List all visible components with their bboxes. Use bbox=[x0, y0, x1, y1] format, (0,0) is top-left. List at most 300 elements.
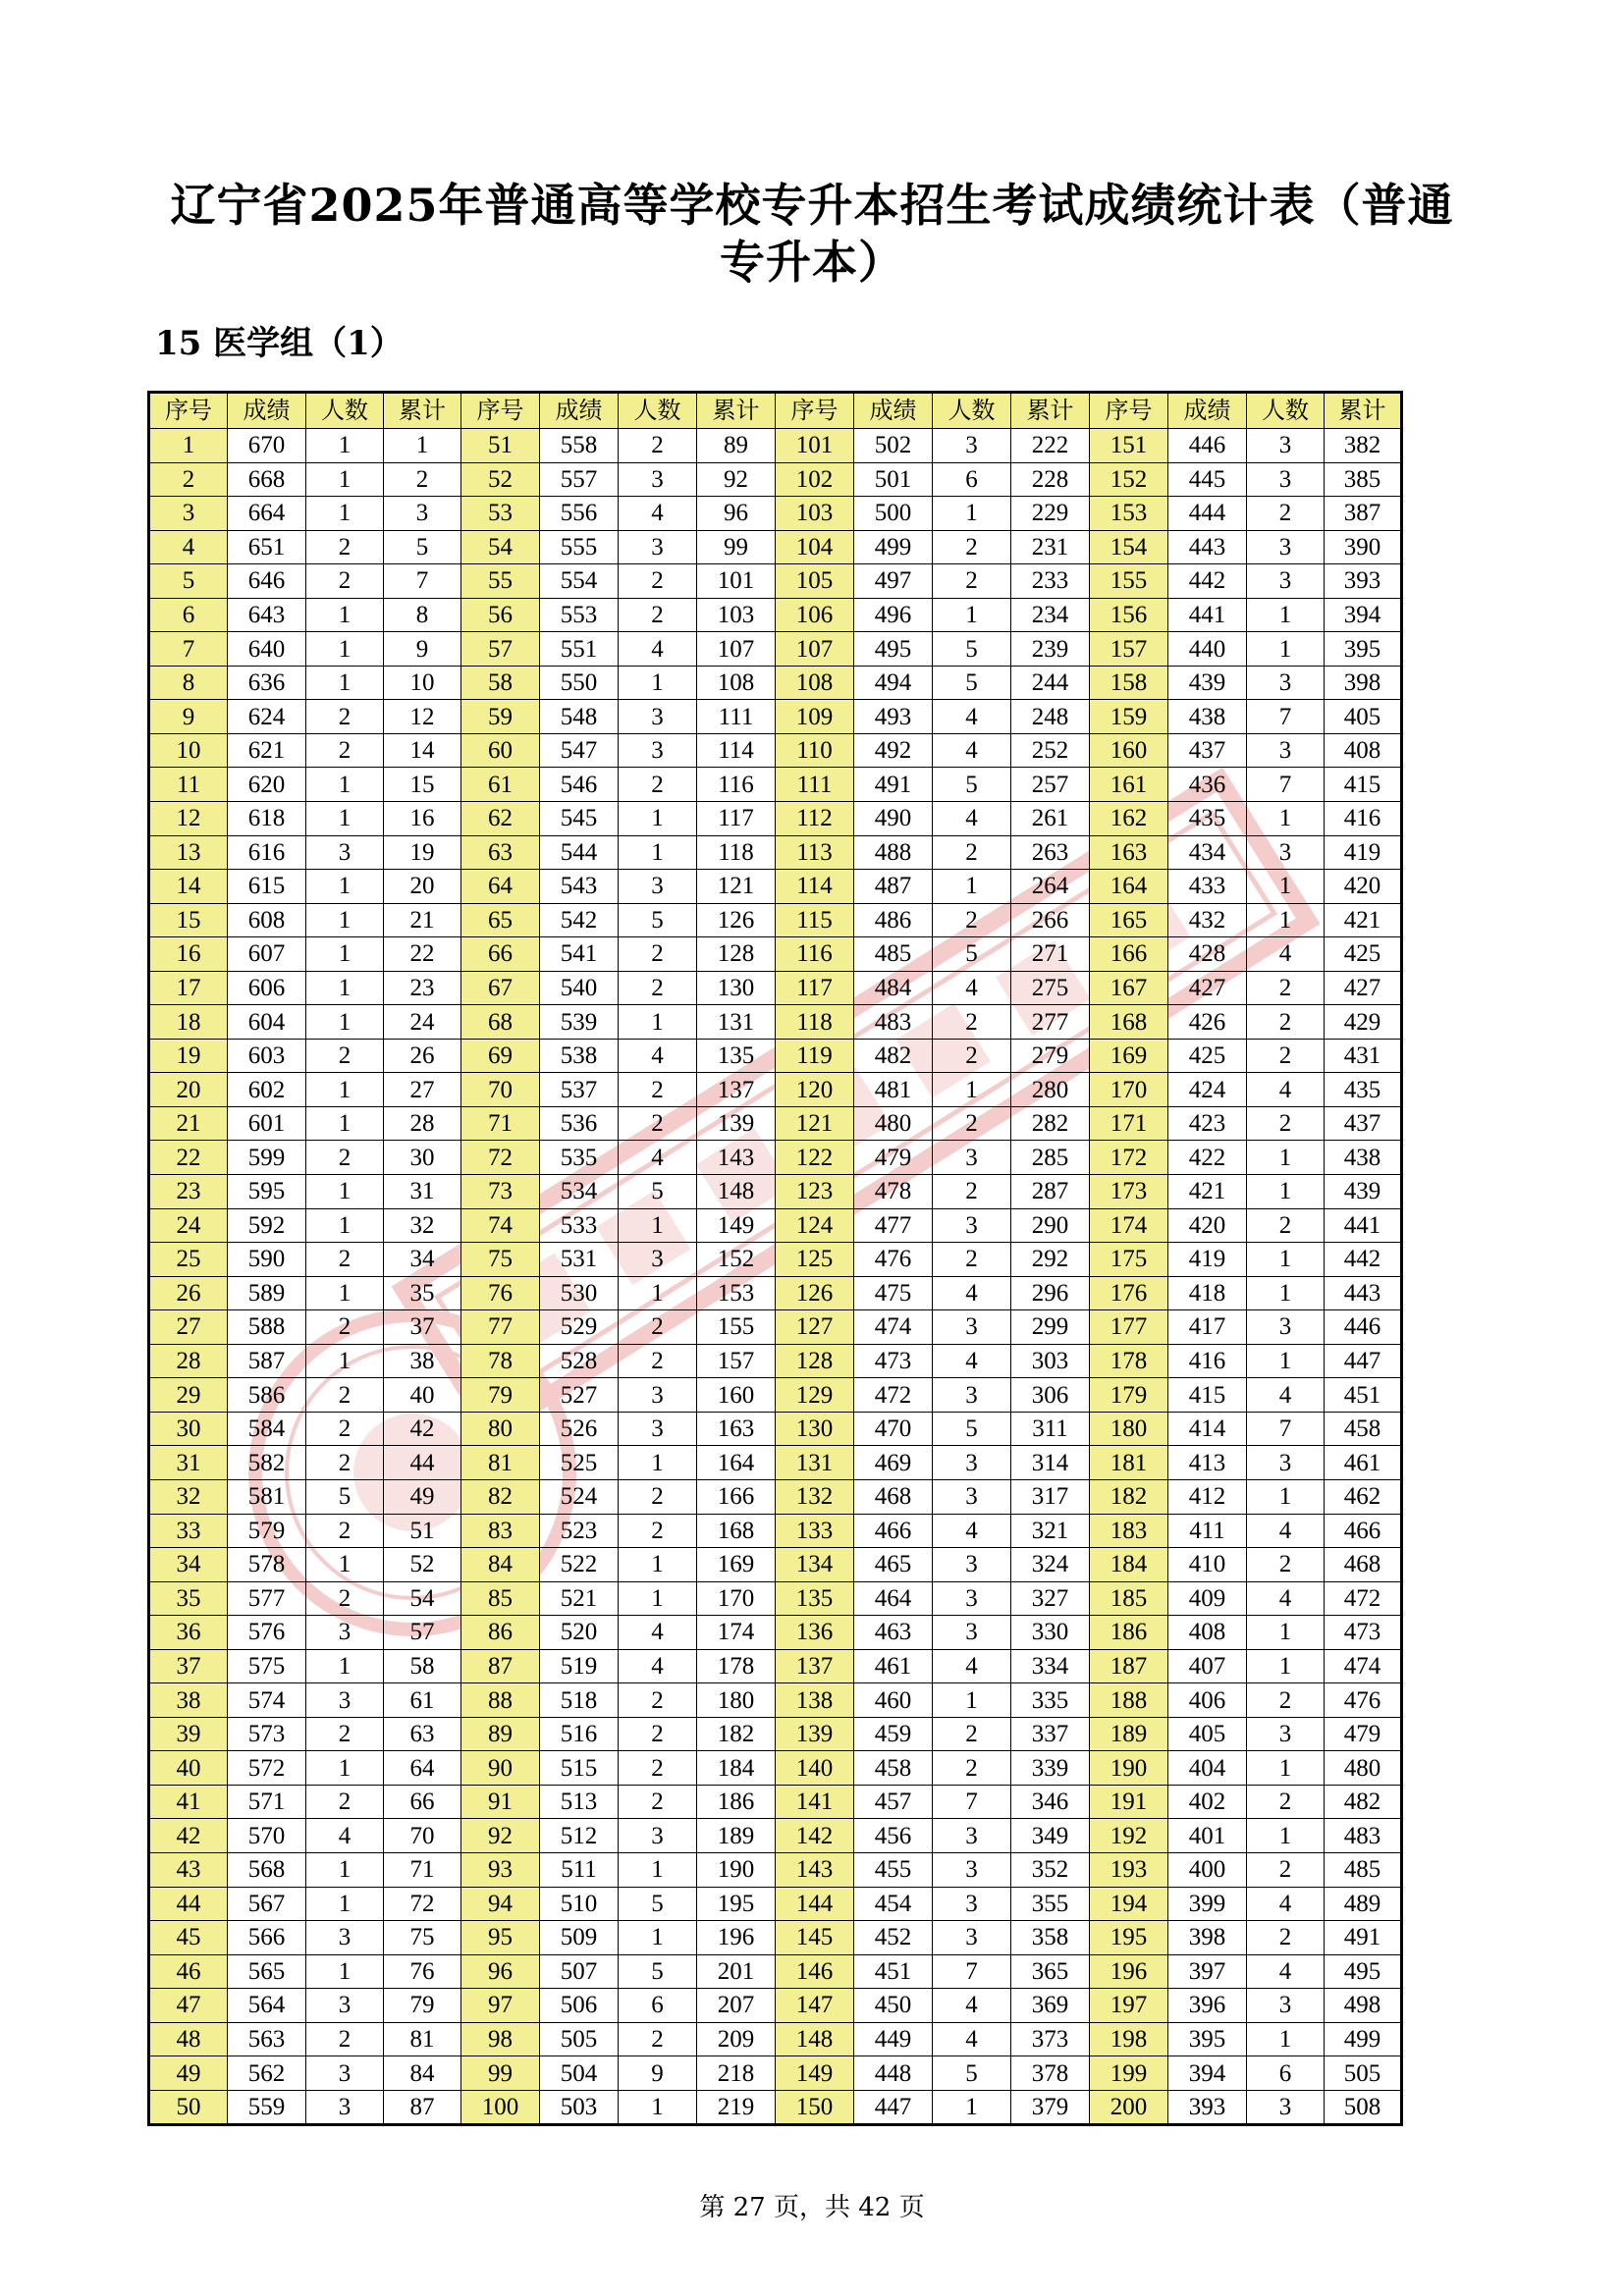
count-cell: 1 bbox=[306, 598, 384, 632]
column-header: 人数 bbox=[619, 393, 697, 429]
cumulative-cell: 462 bbox=[1325, 1479, 1402, 1514]
count-cell: 2 bbox=[306, 1581, 384, 1616]
score-cell: 537 bbox=[540, 1073, 619, 1107]
score-cell: 551 bbox=[540, 632, 619, 667]
score-cell: 401 bbox=[1168, 1819, 1247, 1853]
score-cell: 607 bbox=[228, 937, 306, 972]
score-cell: 570 bbox=[228, 1819, 306, 1853]
seq-cell: 19 bbox=[149, 1039, 228, 1073]
table-row bbox=[149, 1106, 1402, 1141]
seq-cell: 115 bbox=[776, 903, 854, 937]
count-cell: 2 bbox=[306, 1717, 384, 1751]
seq-cell: 5 bbox=[149, 564, 228, 599]
count-cell: 1 bbox=[306, 1073, 384, 1107]
score-cell: 458 bbox=[854, 1751, 933, 1786]
cumulative-cell: 61 bbox=[384, 1683, 461, 1718]
score-cell: 582 bbox=[228, 1446, 306, 1480]
table-row bbox=[149, 1073, 1402, 1107]
count-cell: 3 bbox=[619, 733, 697, 768]
cumulative-cell: 182 bbox=[697, 1717, 776, 1751]
seq-cell: 74 bbox=[461, 1208, 540, 1243]
cumulative-cell: 51 bbox=[384, 1514, 461, 1548]
seq-cell: 127 bbox=[776, 1310, 854, 1345]
table-row bbox=[149, 1548, 1402, 1582]
column-header: 成绩 bbox=[540, 393, 619, 429]
seq-cell: 122 bbox=[776, 1141, 854, 1175]
cumulative-cell: 174 bbox=[697, 1616, 776, 1650]
count-cell: 4 bbox=[1247, 1514, 1325, 1548]
score-cell: 447 bbox=[854, 2090, 933, 2125]
seq-cell: 92 bbox=[461, 1819, 540, 1853]
seq-cell: 2 bbox=[149, 462, 228, 497]
seq-cell: 148 bbox=[776, 2022, 854, 2056]
seq-cell: 18 bbox=[149, 1005, 228, 1040]
cumulative-cell: 57 bbox=[384, 1616, 461, 1650]
count-cell: 1 bbox=[619, 835, 697, 870]
score-cell: 449 bbox=[854, 2022, 933, 2056]
count-cell: 4 bbox=[619, 1649, 697, 1683]
cumulative-cell: 107 bbox=[697, 632, 776, 667]
score-cell: 473 bbox=[854, 1344, 933, 1378]
count-cell: 1 bbox=[306, 802, 384, 836]
seq-cell: 88 bbox=[461, 1683, 540, 1718]
cumulative-cell: 10 bbox=[384, 666, 461, 700]
score-cell: 412 bbox=[1168, 1479, 1247, 1514]
score-cell: 404 bbox=[1168, 1751, 1247, 1786]
count-cell: 1 bbox=[306, 632, 384, 667]
seq-cell: 134 bbox=[776, 1548, 854, 1582]
cumulative-cell: 108 bbox=[697, 666, 776, 700]
cumulative-cell: 261 bbox=[1011, 802, 1090, 836]
column-header: 累计 bbox=[697, 393, 776, 429]
count-cell: 1 bbox=[1247, 1276, 1325, 1310]
score-cell: 464 bbox=[854, 1581, 933, 1616]
cumulative-cell: 89 bbox=[697, 429, 776, 463]
score-cell: 485 bbox=[854, 937, 933, 972]
score-cell: 541 bbox=[540, 937, 619, 972]
score-cell: 651 bbox=[228, 530, 306, 564]
cumulative-cell: 311 bbox=[1011, 1412, 1090, 1446]
table-body bbox=[149, 429, 1402, 2125]
score-cell: 618 bbox=[228, 802, 306, 836]
score-cell: 472 bbox=[854, 1378, 933, 1413]
score-cell: 511 bbox=[540, 1852, 619, 1887]
seq-cell: 164 bbox=[1090, 870, 1168, 904]
cumulative-cell: 495 bbox=[1325, 1954, 1402, 1989]
count-cell: 2 bbox=[306, 1785, 384, 1819]
score-cell: 543 bbox=[540, 870, 619, 904]
seq-cell: 77 bbox=[461, 1310, 540, 1345]
seq-cell: 103 bbox=[776, 497, 854, 531]
count-cell: 3 bbox=[619, 870, 697, 904]
score-cell: 494 bbox=[854, 666, 933, 700]
score-cell: 542 bbox=[540, 903, 619, 937]
seq-cell: 175 bbox=[1090, 1243, 1168, 1277]
count-cell: 3 bbox=[933, 1616, 1011, 1650]
count-cell: 2 bbox=[306, 1310, 384, 1345]
score-cell: 592 bbox=[228, 1208, 306, 1243]
seq-cell: 71 bbox=[461, 1106, 540, 1141]
score-cell: 394 bbox=[1168, 2056, 1247, 2091]
count-cell: 2 bbox=[1247, 1785, 1325, 1819]
count-cell: 2 bbox=[933, 1005, 1011, 1040]
cumulative-cell: 339 bbox=[1011, 1751, 1090, 1786]
cumulative-cell: 280 bbox=[1011, 1073, 1090, 1107]
score-cell: 476 bbox=[854, 1243, 933, 1277]
cumulative-cell: 420 bbox=[1325, 870, 1402, 904]
cumulative-cell: 35 bbox=[384, 1276, 461, 1310]
score-cell: 535 bbox=[540, 1141, 619, 1175]
cumulative-cell: 126 bbox=[697, 903, 776, 937]
seq-cell: 160 bbox=[1090, 733, 1168, 768]
count-cell: 4 bbox=[1247, 937, 1325, 972]
count-cell: 3 bbox=[619, 462, 697, 497]
count-cell: 1 bbox=[306, 1852, 384, 1887]
cumulative-cell: 299 bbox=[1011, 1310, 1090, 1345]
cumulative-cell: 166 bbox=[697, 1479, 776, 1514]
seq-cell: 186 bbox=[1090, 1616, 1168, 1650]
cumulative-cell: 446 bbox=[1325, 1310, 1402, 1345]
cumulative-cell: 72 bbox=[384, 1887, 461, 1921]
count-cell: 2 bbox=[1247, 971, 1325, 1005]
seq-cell: 178 bbox=[1090, 1344, 1168, 1378]
table-row bbox=[149, 1921, 1402, 1955]
score-cell: 439 bbox=[1168, 666, 1247, 700]
cumulative-cell: 137 bbox=[697, 1073, 776, 1107]
column-header: 人数 bbox=[306, 393, 384, 429]
score-cell: 398 bbox=[1168, 1921, 1247, 1955]
cumulative-cell: 163 bbox=[697, 1412, 776, 1446]
count-cell: 1 bbox=[306, 1005, 384, 1040]
count-cell: 5 bbox=[933, 937, 1011, 972]
score-statistics-table bbox=[147, 391, 1403, 2126]
cumulative-cell: 207 bbox=[697, 1989, 776, 2023]
cumulative-cell: 476 bbox=[1325, 1683, 1402, 1718]
score-cell: 515 bbox=[540, 1751, 619, 1786]
cumulative-cell: 139 bbox=[697, 1106, 776, 1141]
cumulative-cell: 394 bbox=[1325, 598, 1402, 632]
cumulative-cell: 378 bbox=[1011, 2056, 1090, 2091]
cumulative-cell: 292 bbox=[1011, 1243, 1090, 1277]
score-cell: 450 bbox=[854, 1989, 933, 2023]
cumulative-cell: 314 bbox=[1011, 1446, 1090, 1480]
cumulative-cell: 170 bbox=[697, 1581, 776, 1616]
score-cell: 521 bbox=[540, 1581, 619, 1616]
count-cell: 3 bbox=[933, 1819, 1011, 1853]
count-cell: 5 bbox=[933, 1412, 1011, 1446]
count-cell: 1 bbox=[1247, 632, 1325, 667]
seq-cell: 76 bbox=[461, 1276, 540, 1310]
score-cell: 529 bbox=[540, 1310, 619, 1345]
cumulative-cell: 437 bbox=[1325, 1106, 1402, 1141]
count-cell: 3 bbox=[619, 1412, 697, 1446]
seq-cell: 62 bbox=[461, 802, 540, 836]
score-cell: 595 bbox=[228, 1175, 306, 1209]
seq-cell: 72 bbox=[461, 1141, 540, 1175]
cumulative-cell: 1 bbox=[384, 429, 461, 463]
count-cell: 3 bbox=[1247, 733, 1325, 768]
score-cell: 590 bbox=[228, 1243, 306, 1277]
cumulative-cell: 54 bbox=[384, 1581, 461, 1616]
score-cell: 410 bbox=[1168, 1548, 1247, 1582]
seq-cell: 166 bbox=[1090, 937, 1168, 972]
cumulative-cell: 290 bbox=[1011, 1208, 1090, 1243]
count-cell: 2 bbox=[619, 1073, 697, 1107]
table-row bbox=[149, 2022, 1402, 2056]
count-cell: 4 bbox=[1247, 1073, 1325, 1107]
count-cell: 2 bbox=[933, 530, 1011, 564]
score-cell: 437 bbox=[1168, 733, 1247, 768]
count-cell: 1 bbox=[306, 870, 384, 904]
count-cell: 5 bbox=[933, 768, 1011, 802]
score-cell: 503 bbox=[540, 2090, 619, 2125]
score-cell: 573 bbox=[228, 1717, 306, 1751]
seq-cell: 12 bbox=[149, 802, 228, 836]
score-cell: 546 bbox=[540, 768, 619, 802]
count-cell: 4 bbox=[933, 1276, 1011, 1310]
count-cell: 3 bbox=[1247, 835, 1325, 870]
seq-cell: 32 bbox=[149, 1479, 228, 1514]
count-cell: 2 bbox=[619, 1514, 697, 1548]
cumulative-cell: 408 bbox=[1325, 733, 1402, 768]
cumulative-cell: 427 bbox=[1325, 971, 1402, 1005]
cumulative-cell: 5 bbox=[384, 530, 461, 564]
seq-cell: 14 bbox=[149, 870, 228, 904]
seq-cell: 197 bbox=[1090, 1989, 1168, 2023]
score-cell: 483 bbox=[854, 1005, 933, 1040]
score-cell: 469 bbox=[854, 1446, 933, 1480]
score-cell: 555 bbox=[540, 530, 619, 564]
score-cell: 574 bbox=[228, 1683, 306, 1718]
cumulative-cell: 143 bbox=[697, 1141, 776, 1175]
cumulative-cell: 435 bbox=[1325, 1073, 1402, 1107]
count-cell: 2 bbox=[619, 1344, 697, 1378]
table-row bbox=[149, 2090, 1402, 2125]
table-row bbox=[149, 632, 1402, 667]
cumulative-cell: 12 bbox=[384, 700, 461, 734]
count-cell: 1 bbox=[306, 971, 384, 1005]
score-cell: 586 bbox=[228, 1378, 306, 1413]
count-cell: 2 bbox=[619, 1751, 697, 1786]
seq-cell: 69 bbox=[461, 1039, 540, 1073]
cumulative-cell: 66 bbox=[384, 1785, 461, 1819]
seq-cell: 84 bbox=[461, 1548, 540, 1582]
cumulative-cell: 32 bbox=[384, 1208, 461, 1243]
score-cell: 434 bbox=[1168, 835, 1247, 870]
table-row bbox=[149, 1514, 1402, 1548]
cumulative-cell: 2 bbox=[384, 462, 461, 497]
score-cell: 575 bbox=[228, 1649, 306, 1683]
count-cell: 3 bbox=[933, 1378, 1011, 1413]
count-cell: 7 bbox=[933, 1954, 1011, 1989]
score-cell: 433 bbox=[1168, 870, 1247, 904]
score-cell: 540 bbox=[540, 971, 619, 1005]
score-cell: 572 bbox=[228, 1751, 306, 1786]
section-subtitle: 15 医学组（1） bbox=[155, 324, 404, 363]
score-cell: 603 bbox=[228, 1039, 306, 1073]
count-cell: 1 bbox=[1247, 903, 1325, 937]
cumulative-cell: 148 bbox=[697, 1175, 776, 1209]
count-cell: 3 bbox=[306, 2090, 384, 2125]
seq-cell: 199 bbox=[1090, 2056, 1168, 2091]
score-cell: 423 bbox=[1168, 1106, 1247, 1141]
count-cell: 5 bbox=[933, 632, 1011, 667]
count-cell: 2 bbox=[619, 937, 697, 972]
count-cell: 1 bbox=[1247, 1751, 1325, 1786]
cumulative-cell: 103 bbox=[697, 598, 776, 632]
cumulative-cell: 282 bbox=[1011, 1106, 1090, 1141]
seq-cell: 94 bbox=[461, 1887, 540, 1921]
count-cell: 1 bbox=[933, 1073, 1011, 1107]
count-cell: 3 bbox=[306, 1616, 384, 1650]
score-cell: 599 bbox=[228, 1141, 306, 1175]
score-cell: 459 bbox=[854, 1717, 933, 1751]
cumulative-cell: 405 bbox=[1325, 700, 1402, 734]
seq-cell: 45 bbox=[149, 1921, 228, 1955]
count-cell: 2 bbox=[619, 1310, 697, 1345]
table-row bbox=[149, 1683, 1402, 1718]
column-header: 成绩 bbox=[854, 393, 933, 429]
table-row bbox=[149, 1141, 1402, 1175]
seq-cell: 162 bbox=[1090, 802, 1168, 836]
count-cell: 3 bbox=[619, 1378, 697, 1413]
score-cell: 413 bbox=[1168, 1446, 1247, 1480]
table-row bbox=[149, 1175, 1402, 1209]
score-cell: 420 bbox=[1168, 1208, 1247, 1243]
count-cell: 5 bbox=[619, 1175, 697, 1209]
column-header: 人数 bbox=[933, 393, 1011, 429]
seq-cell: 192 bbox=[1090, 1819, 1168, 1853]
cumulative-cell: 38 bbox=[384, 1344, 461, 1378]
score-cell: 668 bbox=[228, 462, 306, 497]
count-cell: 1 bbox=[306, 1276, 384, 1310]
count-cell: 1 bbox=[619, 666, 697, 700]
count-cell: 9 bbox=[619, 2056, 697, 2091]
score-cell: 475 bbox=[854, 1276, 933, 1310]
cumulative-cell: 149 bbox=[697, 1208, 776, 1243]
count-cell: 1 bbox=[1247, 1479, 1325, 1514]
score-cell: 533 bbox=[540, 1208, 619, 1243]
count-cell: 5 bbox=[933, 2056, 1011, 2091]
cumulative-cell: 275 bbox=[1011, 971, 1090, 1005]
score-cell: 550 bbox=[540, 666, 619, 700]
cumulative-cell: 416 bbox=[1325, 802, 1402, 836]
score-cell: 538 bbox=[540, 1039, 619, 1073]
cumulative-cell: 219 bbox=[697, 2090, 776, 2125]
cumulative-cell: 425 bbox=[1325, 937, 1402, 972]
score-cell: 454 bbox=[854, 1887, 933, 1921]
cumulative-cell: 180 bbox=[697, 1683, 776, 1718]
cumulative-cell: 441 bbox=[1325, 1208, 1402, 1243]
table-row bbox=[149, 1887, 1402, 1921]
score-cell: 400 bbox=[1168, 1852, 1247, 1887]
seq-cell: 1 bbox=[149, 429, 228, 463]
count-cell: 3 bbox=[306, 2056, 384, 2091]
seq-cell: 140 bbox=[776, 1751, 854, 1786]
seq-cell: 39 bbox=[149, 1717, 228, 1751]
count-cell: 2 bbox=[306, 1378, 384, 1413]
score-cell: 646 bbox=[228, 564, 306, 599]
seq-cell: 57 bbox=[461, 632, 540, 667]
cumulative-cell: 229 bbox=[1011, 497, 1090, 531]
table-row bbox=[149, 1276, 1402, 1310]
score-cell: 446 bbox=[1168, 429, 1247, 463]
cumulative-cell: 81 bbox=[384, 2022, 461, 2056]
seq-cell: 194 bbox=[1090, 1887, 1168, 1921]
count-cell: 4 bbox=[933, 1344, 1011, 1378]
seq-cell: 141 bbox=[776, 1785, 854, 1819]
table-row bbox=[149, 1446, 1402, 1480]
cumulative-cell: 330 bbox=[1011, 1616, 1090, 1650]
seq-cell: 132 bbox=[776, 1479, 854, 1514]
seq-cell: 125 bbox=[776, 1243, 854, 1277]
count-cell: 2 bbox=[619, 564, 697, 599]
cumulative-cell: 277 bbox=[1011, 1005, 1090, 1040]
score-cell: 640 bbox=[228, 632, 306, 667]
score-cell: 470 bbox=[854, 1412, 933, 1446]
score-cell: 553 bbox=[540, 598, 619, 632]
score-cell: 624 bbox=[228, 700, 306, 734]
seq-cell: 190 bbox=[1090, 1751, 1168, 1786]
score-cell: 493 bbox=[854, 700, 933, 734]
count-cell: 2 bbox=[933, 835, 1011, 870]
score-cell: 421 bbox=[1168, 1175, 1247, 1209]
score-cell: 396 bbox=[1168, 1989, 1247, 2023]
count-cell: 1 bbox=[619, 1852, 697, 1887]
cumulative-cell: 285 bbox=[1011, 1141, 1090, 1175]
seq-cell: 79 bbox=[461, 1378, 540, 1413]
seq-cell: 60 bbox=[461, 733, 540, 768]
cumulative-cell: 431 bbox=[1325, 1039, 1402, 1073]
seq-cell: 97 bbox=[461, 1989, 540, 2023]
seq-cell: 54 bbox=[461, 530, 540, 564]
cumulative-cell: 468 bbox=[1325, 1548, 1402, 1582]
score-cell: 402 bbox=[1168, 1785, 1247, 1819]
table-row bbox=[149, 1243, 1402, 1277]
column-header: 序号 bbox=[776, 393, 854, 429]
count-cell: 1 bbox=[619, 1921, 697, 1955]
cumulative-cell: 63 bbox=[384, 1717, 461, 1751]
score-cell: 441 bbox=[1168, 598, 1247, 632]
seq-cell: 99 bbox=[461, 2056, 540, 2091]
count-cell: 3 bbox=[1247, 1310, 1325, 1345]
cumulative-cell: 84 bbox=[384, 2056, 461, 2091]
seq-cell: 34 bbox=[149, 1548, 228, 1582]
count-cell: 3 bbox=[933, 1852, 1011, 1887]
score-cell: 528 bbox=[540, 1344, 619, 1378]
score-cell: 406 bbox=[1168, 1683, 1247, 1718]
score-cell: 460 bbox=[854, 1683, 933, 1718]
cumulative-cell: 393 bbox=[1325, 564, 1402, 599]
column-header: 序号 bbox=[149, 393, 228, 429]
cumulative-cell: 70 bbox=[384, 1819, 461, 1853]
score-cell: 562 bbox=[228, 2056, 306, 2091]
count-cell: 1 bbox=[1247, 1616, 1325, 1650]
cumulative-cell: 498 bbox=[1325, 1989, 1402, 2023]
count-cell: 1 bbox=[306, 429, 384, 463]
column-header: 成绩 bbox=[1168, 393, 1247, 429]
seq-cell: 173 bbox=[1090, 1175, 1168, 1209]
count-cell: 4 bbox=[1247, 1954, 1325, 1989]
seq-cell: 81 bbox=[461, 1446, 540, 1480]
count-cell: 4 bbox=[306, 1819, 384, 1853]
seq-cell: 123 bbox=[776, 1175, 854, 1209]
cumulative-cell: 382 bbox=[1325, 429, 1402, 463]
score-cell: 432 bbox=[1168, 903, 1247, 937]
cumulative-cell: 114 bbox=[697, 733, 776, 768]
seq-cell: 118 bbox=[776, 1005, 854, 1040]
count-cell: 3 bbox=[933, 1141, 1011, 1175]
